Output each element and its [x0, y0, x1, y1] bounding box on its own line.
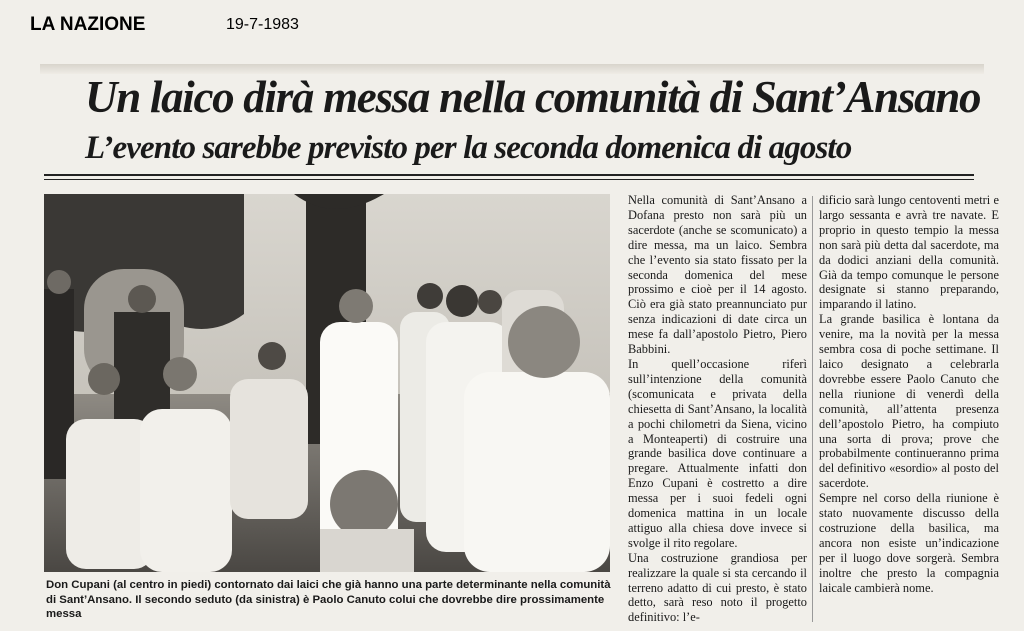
paragraph: dificio sarà lungo centoventi metri e largo sessanta e avrà tre navate. E proprio in questo tempio la messa non sarà più detta dal sacerdote, ma da dodici anziani della comunità. Già da tempo comunque le persone designate si stanno preparando, imparando il latino.: [819, 193, 999, 312]
subheadline: L’evento sarebbe previsto per la seconda domenica di agosto: [85, 130, 852, 166]
paragraph: In quell’occasione riferì sull’intenzione della comunità (scomunicata e privata della chiesetta di Sant’Ansano, la località a pochi chilometri da Siena, vicino a Monteaperti) di costruire una grande basilica dove continuare a pregare. Attualmente infatti don Enzo Cupani è costretto a dire messa per i suoi fedeli ogni domenica mattina in un locale attiguo alla chiesa dove invece si svolge il rito regolare.: [628, 356, 807, 550]
paragraph: Una costruzione grandiosa per realizzare la quale si sta cercando il terreno adatto di cui presto, è stato detto, sarà reso noto il progetto definitivo: l’e-: [628, 550, 807, 625]
paragraph: La grande basilica è lontana da venire, ma la novità per la messa sembra cosa di poche settimane. Il laico designato a celebrarla dovrebbe essere Paolo Canuto che nella riunione di venerdì della comunità, all’attenta presenza dell’apostolo Pietro, ha compiuto una sorta di prova; prove che probabilmente continueranno prima del definitivo «esordio» al posto del sacerdote.: [819, 312, 999, 491]
header-rule-bottom: [44, 179, 974, 180]
article-column-2: [819, 193, 999, 595]
publication-date: 19-7-1983: [226, 16, 299, 33]
photo-caption: Don Cupani (al centro in piedi) contornato dai laici che già hanno una parte determinante nella comunità di Sant’Ansano. Il secondo seduto (da sinistra) è Paolo Canuto colui che dovrebbe dire prossimamente messa: [46, 579, 611, 620]
masthead: LA NAZIONE: [30, 14, 146, 35]
headline: Un laico dirà messa nella comunità di Sant’Ansano: [85, 72, 981, 122]
paragraph: Nella comunità di Sant’Ansano a Dofana presto non sarà più un sacerdote (anche se scomunicato) a dire messa, ma un laico. Sembra che l’evento sia stato fissato per la seconda domenica del mese prossimo e cioè per il 14 agosto. Ciò era già stato preannunciato pur senza indicazioni di date circa un mese fa dall’apostolo Pietro, Piero Babbini.: [628, 193, 807, 357]
article-column-1: [628, 193, 807, 625]
paragraph: Sempre nel corso della riunione è stato nuovamente discusso della costruzione della basilica, ma ancora non esiste un’indicazione per il luogo dove sorgerà. Sembra inoltre che presto la compagnia laicale cambierà nome.: [819, 491, 999, 595]
column-separator: [812, 196, 813, 622]
article-photo: [44, 194, 610, 572]
header-rule-top: [44, 174, 974, 176]
